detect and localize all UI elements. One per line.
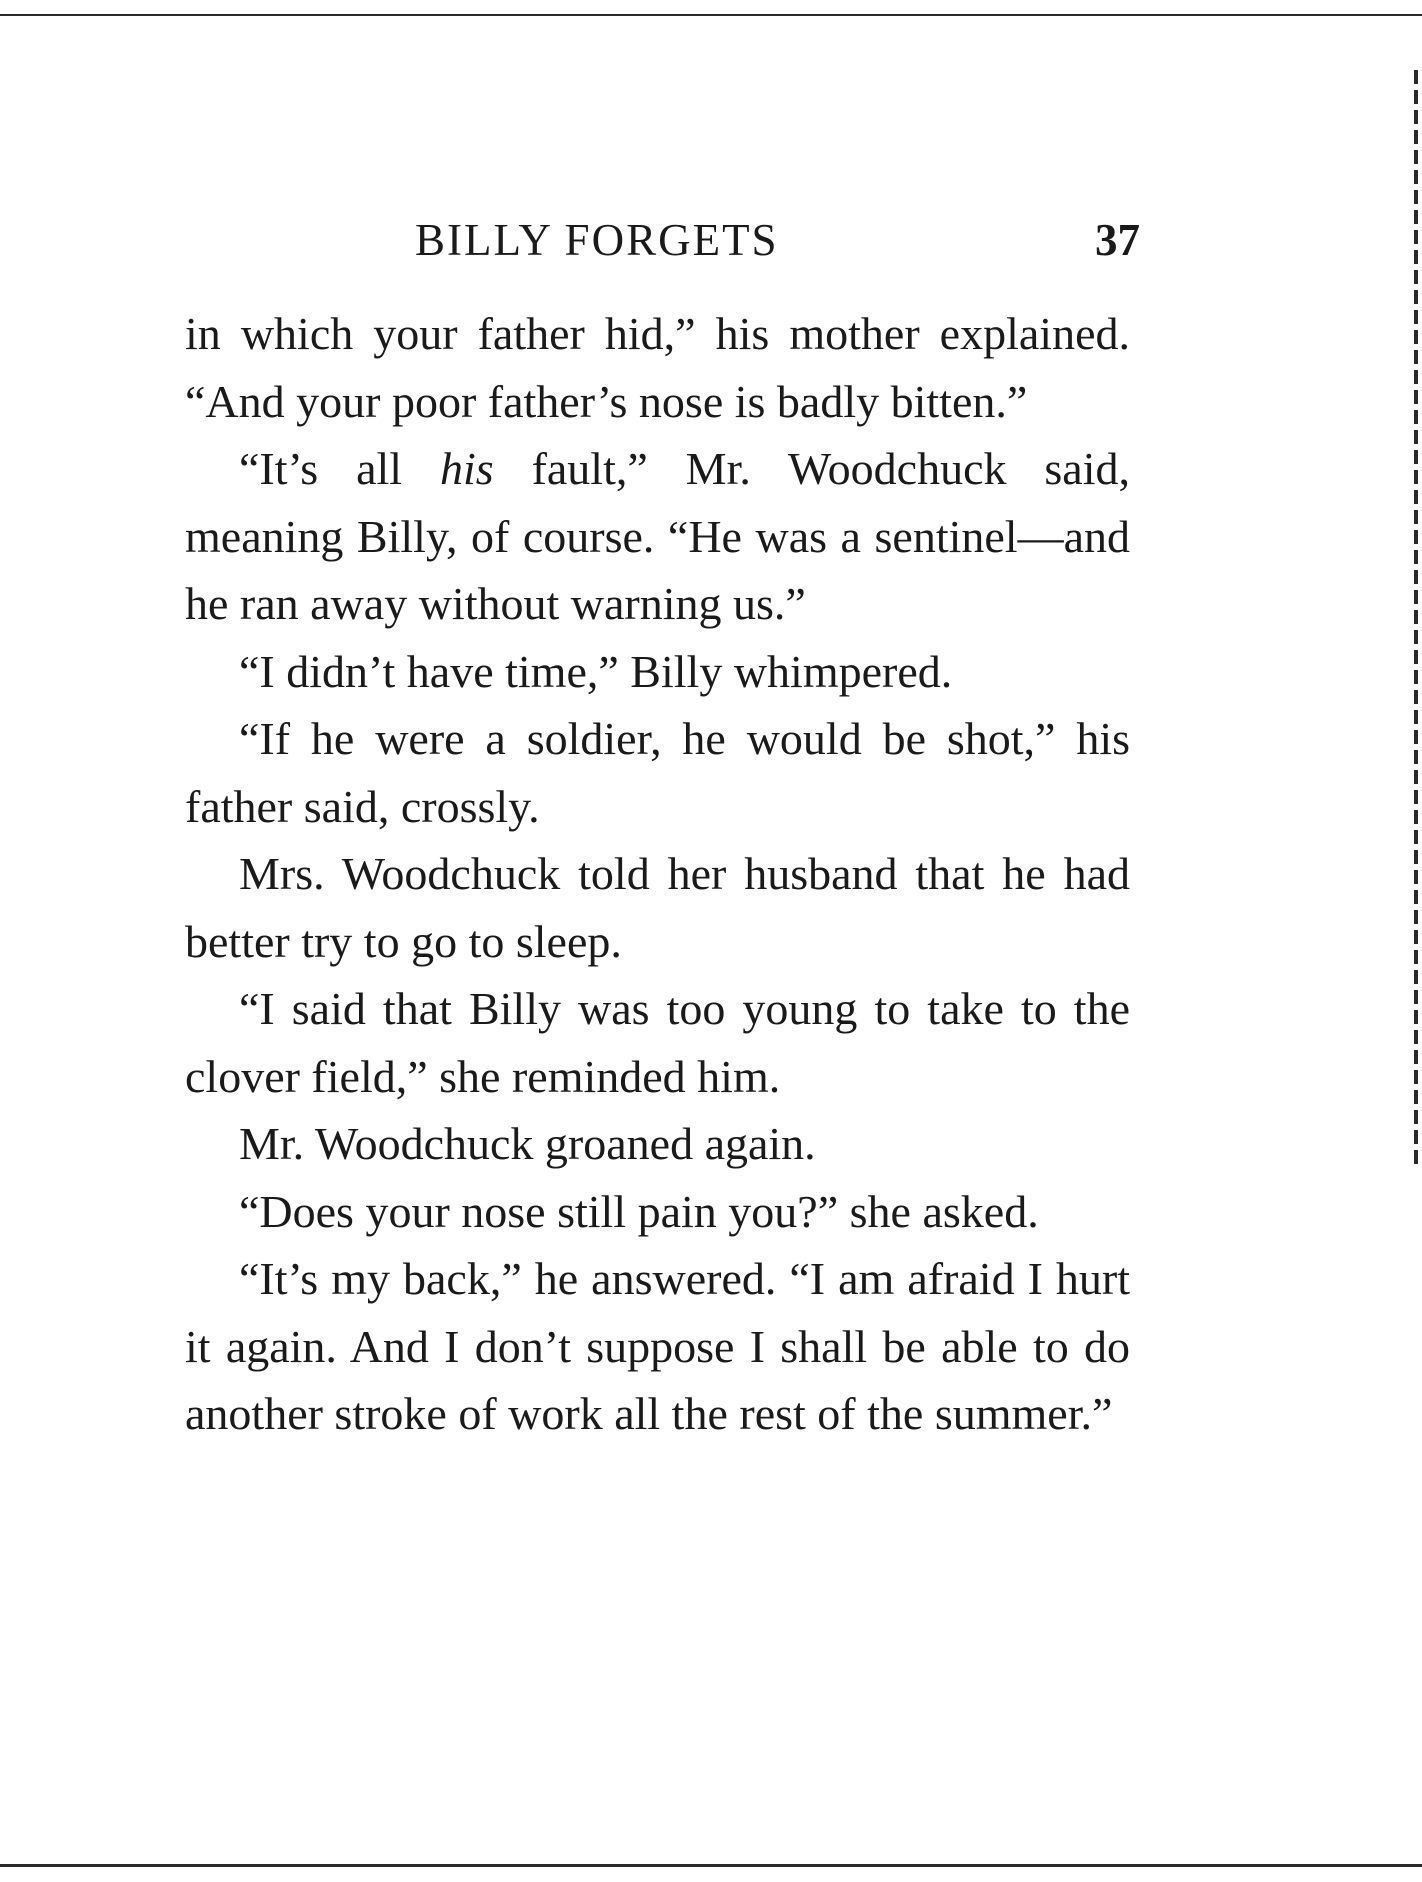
right-edge-mark (1414, 70, 1418, 1170)
body-text (185, 300, 1130, 1448)
paragraph: “It’s my back,” he answered. “I am afraid I hurt it again. And I don’t suppose I shall be able to do another stroke of work all the rest of the summer.” (185, 1253, 1130, 1439)
paragraph: “I said that Billy was too young to take to the clover field,” she reminded him. (185, 983, 1130, 1102)
paragraph: “I didn’t have time,” Billy whimpered. (239, 645, 953, 697)
paragraph: “If he were a soldier, he would be shot,” his father said, crossly. (185, 713, 1130, 832)
page-header (185, 210, 1140, 270)
paragraph: in which your father hid,” his mother explained. “And your poor father’s nose is badly bitten.” (185, 308, 1130, 427)
top-border-rule (0, 14, 1422, 16)
bottom-border-rule (0, 1864, 1422, 1867)
running-head: BILLY FORGETS (415, 215, 779, 265)
paragraph: Mr. Woodchuck groaned again. (239, 1118, 816, 1169)
paragraph: Mrs. Woodchuck told her husband that he had better try to go to sleep. (185, 848, 1130, 967)
page-number: 37 (1095, 215, 1140, 265)
paragraph: “It’s all his fault,” Mr. Woodchuck said, meaning Billy, of course. “He was a sentinel—and he ran away without warning us.” (185, 443, 1130, 629)
paragraph: “Does your nose still pain you?” she asked. (239, 1185, 1039, 1237)
emphasis: his (439, 443, 494, 494)
